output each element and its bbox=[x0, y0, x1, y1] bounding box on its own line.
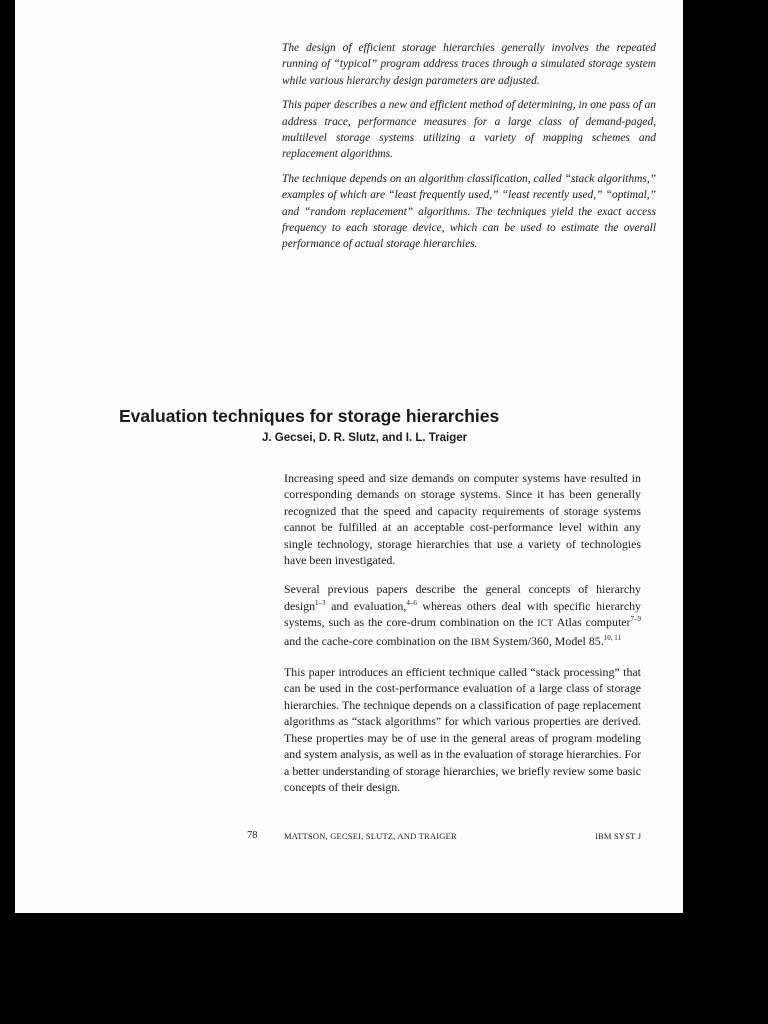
article-body bbox=[284, 470, 641, 808]
body-text: and evaluation, bbox=[325, 598, 407, 613]
body-text: and the cache-core combination on the bbox=[284, 633, 471, 648]
reference-superscript: 1–3 bbox=[315, 598, 326, 607]
body-paragraph: This paper introduces an efficient technique called “stack processing” that can be used in the cost-performance evaluation of a large class of storage hierarchies. The technique depends on a classification of page replacement algorithms as “stack algorithms” for which various properties are derived. These properties may be of use in the general areas of program modeling and system analysis, as well as in the evaluation of storage hierarchies. For a better understanding of storage hierarchies, we briefly review some basic concepts of their design. bbox=[284, 665, 641, 794]
reference-superscript: 4–6 bbox=[406, 598, 417, 607]
body-text: Atlas computer bbox=[553, 615, 631, 630]
journal-page bbox=[15, 0, 683, 913]
abstract bbox=[282, 40, 656, 261]
running-head: MATTSON, GECSEI, SLUTZ, AND TRAIGER bbox=[284, 831, 457, 841]
body-paragraph bbox=[284, 581, 641, 651]
ibm-abbreviation: IBM bbox=[470, 637, 490, 648]
journal-name: IBM SYST J bbox=[595, 831, 642, 841]
body-text: System/360, Model 85. bbox=[489, 633, 604, 648]
abstract-paragraph: The design of efficient storage hierarchies generally involves the repeated running of “typical” program address traces through a simulated storage system while various hierarchy design parameters are adjusted. bbox=[282, 42, 656, 87]
article-title: Evaluation techniques for storage hierarchies bbox=[119, 406, 500, 426]
abstract-paragraph: The technique depends on an algorithm classification, called “stack algorithms,” examples of which are “least frequently used,” “least recently used,” “optimal,” and “random replacement” algorithms. The techniques yield the exact access frequency to each storage device, which can be used to estimate the overall performance of actual storage hierarchies. bbox=[282, 172, 656, 251]
body-text: whereas others deal with specific hierarchy systems, such as the core-drum combination on the bbox=[284, 598, 641, 630]
reference-superscript: 10, 11 bbox=[603, 633, 621, 642]
article-authors: J. Gecsei, D. R. Slutz, and I. L. Traiger bbox=[262, 432, 468, 444]
page-number: 78 bbox=[247, 830, 258, 841]
abstract-paragraph: This paper describes a new and efficient method of determining, in one pass of an address trace, performance measures for a large class of demand-paged, multilevel storage systems utilizing a variety of mapping schemes and replacement algorithms. bbox=[282, 99, 656, 161]
ict-abbreviation: ICT bbox=[537, 619, 554, 630]
body-paragraph: Increasing speed and size demands on computer systems have resulted in corresponding demands on storage systems. Since it has been generally recognized that the speed and capacity requirements of storage systems cannot be fulfilled at an acceptable cost-performance level within any single technology, storage hierarchies that use a variety of technologies have been investigated. bbox=[284, 471, 641, 568]
body-text: Several previous papers describe the general concepts of hierarchy design bbox=[284, 582, 641, 613]
reference-superscript: 7–9 bbox=[630, 615, 641, 624]
